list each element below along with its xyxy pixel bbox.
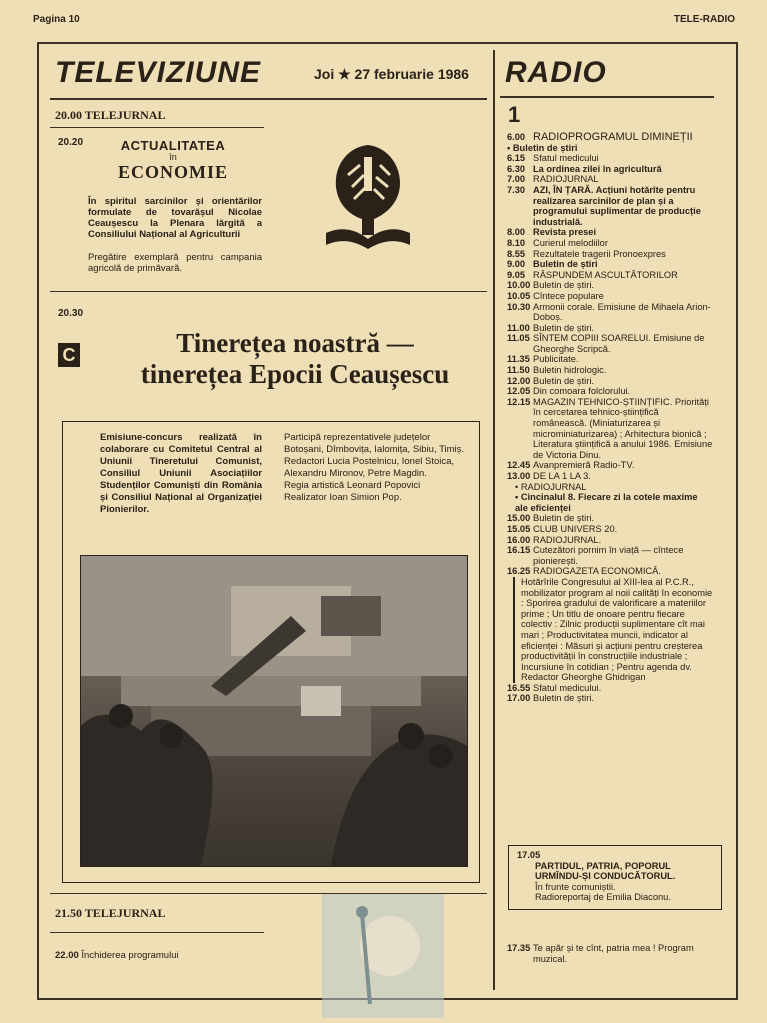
radio-item: 6.30 La ordinea zilei în agricultură — [507, 163, 662, 174]
show-description: Emisiune-concurs realizată în colaborare cu Comitetul Central al Uniunii Tineretului Comunist, Consiliul Uniunii Asociațiilor Studenților Comuniști din România și Consiliul Național al Organizației Pionierilor. — [100, 432, 262, 515]
radio-last-item: 17.35 Te apăr și te cînt, patria mea ! Program muzical. — [507, 943, 694, 964]
title: Închiderea programului — [81, 950, 179, 961]
radio-item: Hotărîrile Congresului al XIII-lea al P.C.R., mobilizator program al noii calități în economie : Sporirea gradului de valorificare a materiilor prime ; Un titlu de onoare pentru fiecare colectiv : Zilnic producții suplimentare cît mai mari ; Productivitatea muncii, indicator al eficienței : Măsuri și acțiuni pentru creșterea productivității în construcțiile industriale ; Incursiune în cotidian ; Pentru agenda dv. Redactor Gheorghe Ghidrigan — [513, 577, 713, 683]
radio-item: 12.15 MAGAZIN TEHNICO-ȘTIINȚIFIC. Priorități în cercetarea tehnico-științifică românească. (Miniaturizarea și microminiaturizarea) ; Arhitectura bionică ; Literatura științifică a anului 1986. Emisiune de Victoria Dinu. — [507, 396, 713, 460]
time-2030: 20.30 — [58, 308, 84, 319]
time: 21.50 — [55, 906, 82, 920]
radio-item: 7.30 AZI, ÎN ȚARĂ. Acțiuni hotărîte pentru realizarea sarcinilor de plan și a programului suplimentar de producție industrială. — [507, 184, 701, 227]
radio-item: 11.00 Buletin de știri. — [507, 322, 594, 333]
radio-item: 16.55 Sfatul medicului. — [507, 682, 602, 693]
radio-item: 12.45 Avanpremieră Radio-TV. — [507, 460, 635, 471]
radio-item: 7.00 RADIOJURNAL — [507, 174, 599, 185]
time: 20.00 — [55, 108, 82, 122]
radio-program-number: 1 — [508, 102, 521, 127]
column-divider — [493, 50, 495, 990]
radio-item: 10.00 Buletin de știri. — [507, 280, 594, 291]
radio-item: 11.05 SÎNTEM COPIII SOARELUI. Emisiune de Gheorghe Scripcă. — [507, 333, 705, 354]
radio-item: • Cincinalul 8. Fiecare zi la cotele maxime ale eficienței — [515, 492, 698, 513]
radio-item: 15.05 CLUB UNIVERS 20. — [507, 523, 618, 534]
show-title: Tinerețea noastră — tinerețea Epocii Ceaușescu — [140, 328, 450, 389]
radio-item: 15.00 Buletin de știri. — [507, 513, 594, 524]
time-2020: 20.20 — [58, 137, 84, 148]
radio-item: 10.30 Armonii corale. Emisiune de Mihaela Arion-Doboș. — [507, 301, 711, 323]
tv-program-2200 — [55, 950, 179, 961]
show-credits: Participă reprezentativele județelor Botoșani, Dîmbovița, Ialomița, Sibiu, Timiș. Redactori Lucia Postelnicu, Ionel Stoica, Alexandru Mironov, Petre Magdin. Regia artistică Leonard Popovici Realizator Ioan Simion Pop. — [284, 432, 465, 503]
radio-item: 13.00 DE LA 1 LA 3. — [507, 471, 591, 481]
time: 22.00 — [55, 950, 79, 961]
radio-item: 11.50 Buletin hidrologic. — [507, 365, 607, 376]
section-name: TELE-RADIO — [673, 14, 735, 25]
radio-item: 17.00 Buletin de știri. — [507, 693, 594, 704]
radio-item: 16.15 Cutezători pornim în viață — cîntece pionierești. — [507, 545, 684, 566]
radio-item: 9.00 Buletin de știri — [507, 259, 598, 270]
channel-c-logo: C — [58, 343, 80, 367]
radio-title: RADIO — [505, 56, 607, 89]
studio-scene-image — [81, 556, 467, 866]
radio-schedule — [507, 132, 713, 704]
actualitatea-logo: ACTUALITATEA în ECONOMIE — [117, 138, 228, 182]
agriculture-emblem-icon — [318, 135, 418, 253]
radio-item: 9.05 RĂSPUNDEM ASCULTĂTORILOR — [507, 269, 678, 280]
title: TELEJURNAL — [84, 906, 166, 920]
tv-title-rule — [50, 98, 487, 100]
radio-item: 8.00 Revista presei — [507, 227, 597, 238]
featured-radio-box: 17.05 PARTIDUL, PATRIA, POPORUL URMÎNDU-ȘI CONDUCĂTORUL. În frunte comuniștii. Radioreportaj de Emilia Diaconu. — [508, 845, 722, 910]
economy-subtext: Pregătire exemplară pentru campania agricolă de primăvară. — [88, 252, 262, 274]
radio-item: 6.00 RADIOPROGRAMUL DIMINEȚII — [507, 131, 693, 143]
radio-item: 12.00 Buletin de știri. — [507, 375, 594, 386]
radio-item: 11.35 Publicitate. — [507, 354, 579, 365]
archive-watermark-icon — [322, 894, 444, 1018]
tv-program-2000 — [55, 108, 165, 123]
radio-item: 8.55 Rezultatele tragerii Pronoexpres — [507, 248, 666, 259]
radio-item: 16.25 RADIOGAZETA ECONOMICĂ. — [507, 566, 661, 577]
show-photo — [80, 555, 468, 867]
radio-item: 8.10 Curierul melodiilor — [507, 237, 608, 248]
tv-title: TELEVIZIUNE — [55, 56, 262, 89]
radio-item: 12.05 Din comoara folclorului. — [507, 386, 631, 397]
broadcast-date: Joi ★ 27 februarie 1986 — [314, 66, 469, 82]
radio-item: 16.00 RADIOJURNAL. — [507, 534, 602, 545]
tv-program-2150 — [55, 906, 165, 921]
radio-item: 10.05 Cîntece populare — [507, 290, 604, 301]
radio-item: • RADIOJURNAL — [515, 481, 587, 492]
economy-text: În spiritul sarcinilor și orientărilor formulate de tovarășul Nicolae Ceaușescu la Plenara lărgită a Consiliului Național al Agriculturii — [88, 196, 262, 240]
title: TELEJURNAL — [84, 108, 166, 122]
radio-item: • Buletin de știri — [507, 142, 578, 153]
page-number: Pagina 10 — [33, 14, 80, 25]
radio-item: 6.15 Sfatul medicului — [507, 153, 599, 164]
